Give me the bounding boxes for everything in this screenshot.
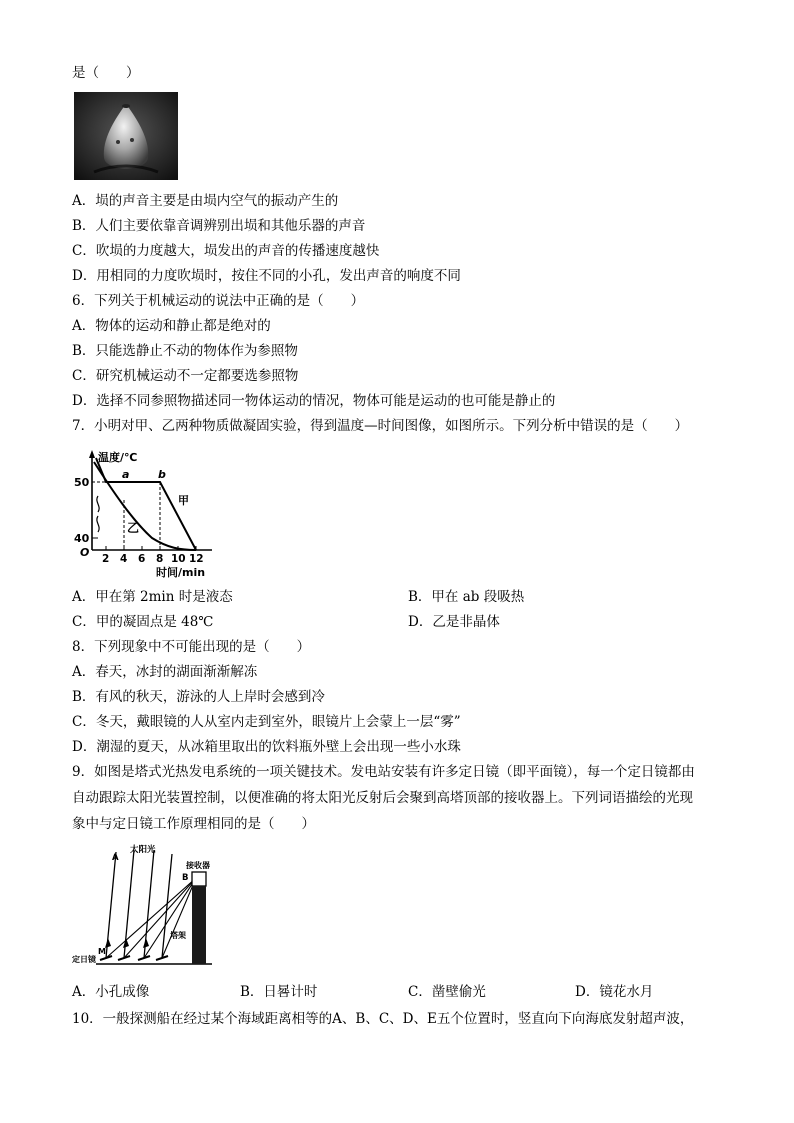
x-tick-2: 2 xyxy=(102,553,110,565)
label-sunlight: 太阳光 xyxy=(130,845,156,855)
y-tick-40: 40 xyxy=(74,532,90,545)
q5-option-c: C．吹埙的力度越大，埙发出的声音的传播速度越快 xyxy=(72,243,380,259)
q6-stem: 6．下列关于机械运动的说法中正确的是（ ） xyxy=(72,293,365,309)
q8-option-b: B．有风的秋天，游泳的人上岸时会感到冷 xyxy=(72,689,325,705)
q9-stem-line2: 自动跟踪太阳光装置控制，以便准确的将太阳光反射后会聚到高塔顶部的接收器上。下列词语描绘的光现 xyxy=(72,790,693,806)
q7-option-d: D．乙是非晶体 xyxy=(408,614,500,630)
q7-stem: 7．小明对甲、乙两种物质做凝固实验，得到温度—时间图像，如图所示。下列分析中错误的是（ ） xyxy=(72,418,689,434)
temperature-time-graph xyxy=(72,446,222,580)
label-b: B xyxy=(182,873,189,883)
x-tick-10: 10 xyxy=(171,553,186,565)
point-a-label: a xyxy=(122,468,130,481)
q5-option-b: B．人们主要依靠音调辨别出埙和其他乐器的声音 xyxy=(72,218,366,234)
q8-option-a: A．春天，冰封的湖面渐渐解冻 xyxy=(72,664,258,680)
y-tick-50: 50 xyxy=(74,476,90,489)
q8-option-c: C．冬天，戴眼镜的人从室内走到室外，眼镜片上会蒙上一层“雾” xyxy=(72,714,461,730)
q9-stem-line3: 象中与定日镜工作原理相同的是（ ） xyxy=(72,816,315,832)
tower-body xyxy=(192,886,206,964)
q9-option-a: A．小孔成像 xyxy=(72,984,150,1000)
x-tick-6: 6 xyxy=(138,553,146,565)
q5-option-a: A．埙的声音主要是由埙内空气的振动产生的 xyxy=(72,193,339,209)
reflected-ray-2 xyxy=(124,878,196,958)
label-heliostat: 定日镜 xyxy=(72,955,96,964)
point-b-label: b xyxy=(158,468,166,481)
q6-option-a: A．物体的运动和静止都是绝对的 xyxy=(72,318,271,334)
receiver-box xyxy=(192,872,206,886)
q9-option-d: D．镜花水月 xyxy=(575,984,654,1000)
q9-option-c: C．凿壁偷光 xyxy=(408,984,486,1000)
q7-option-b: B．甲在 ab 段吸热 xyxy=(408,589,525,605)
curve-yi-label: 乙 xyxy=(127,521,140,535)
y-axis-arrow xyxy=(89,450,95,458)
curve-jia-label: 甲 xyxy=(178,494,189,507)
label-m: M xyxy=(98,947,106,956)
xun-photo xyxy=(74,92,178,180)
x-axis-label: 时间/min xyxy=(156,566,206,579)
x-tick-8: 8 xyxy=(156,553,164,565)
q7-option-c: C．甲的凝固点是 48℃ xyxy=(72,614,214,630)
q5-option-d: D．用相同的力度吹埙时，按住不同的小孔，发出声音的响度不同 xyxy=(72,268,461,284)
q9-option-b: B．日晷计时 xyxy=(240,984,318,1000)
q8-stem: 8．下列现象中不可能出现的是（ ） xyxy=(72,639,311,655)
origin-label: O xyxy=(80,546,90,559)
label-a: A xyxy=(112,853,119,863)
q9-stem-line1: 9．如图是塔式光热发电系统的一项关键技术。发电站安装有许多定日镜（即平面镜），每一个定日镜都由 xyxy=(72,764,695,780)
q6-option-c: C．研究机械运动不一定都要选参照物 xyxy=(72,368,299,384)
y-axis-label: 温度/℃ xyxy=(98,451,138,464)
label-receiver: 接收器 xyxy=(186,861,210,870)
reflected-ray-4 xyxy=(162,878,196,958)
q6-option-b: B．只能选静止不动的物体作为参照物 xyxy=(72,343,298,359)
solar-tower-figure xyxy=(72,838,222,970)
reflected-ray-1 xyxy=(106,878,196,958)
q10-stem: 10．一般探测船在经过某个海域距离相等的A、B、C、D、E五个位置时，竖直向下向海底发射超声波， xyxy=(72,1011,694,1027)
label-tower: 塔架 xyxy=(170,931,186,940)
q5-stem-tail: 是（ ） xyxy=(72,65,140,81)
q7-option-a: A．甲在第 2min 时是液态 xyxy=(72,589,233,605)
x-tick-4: 4 xyxy=(120,553,128,565)
q8-option-d: D．潮湿的夏天，从冰箱里取出的饮料瓶外壁上会出现一些小水珠 xyxy=(72,739,461,755)
q6-option-d: D．选择不同参照物描述同一物体运动的情况，物体可能是运动的也可能是静止的 xyxy=(72,393,556,409)
x-tick-12: 12 xyxy=(189,553,204,565)
